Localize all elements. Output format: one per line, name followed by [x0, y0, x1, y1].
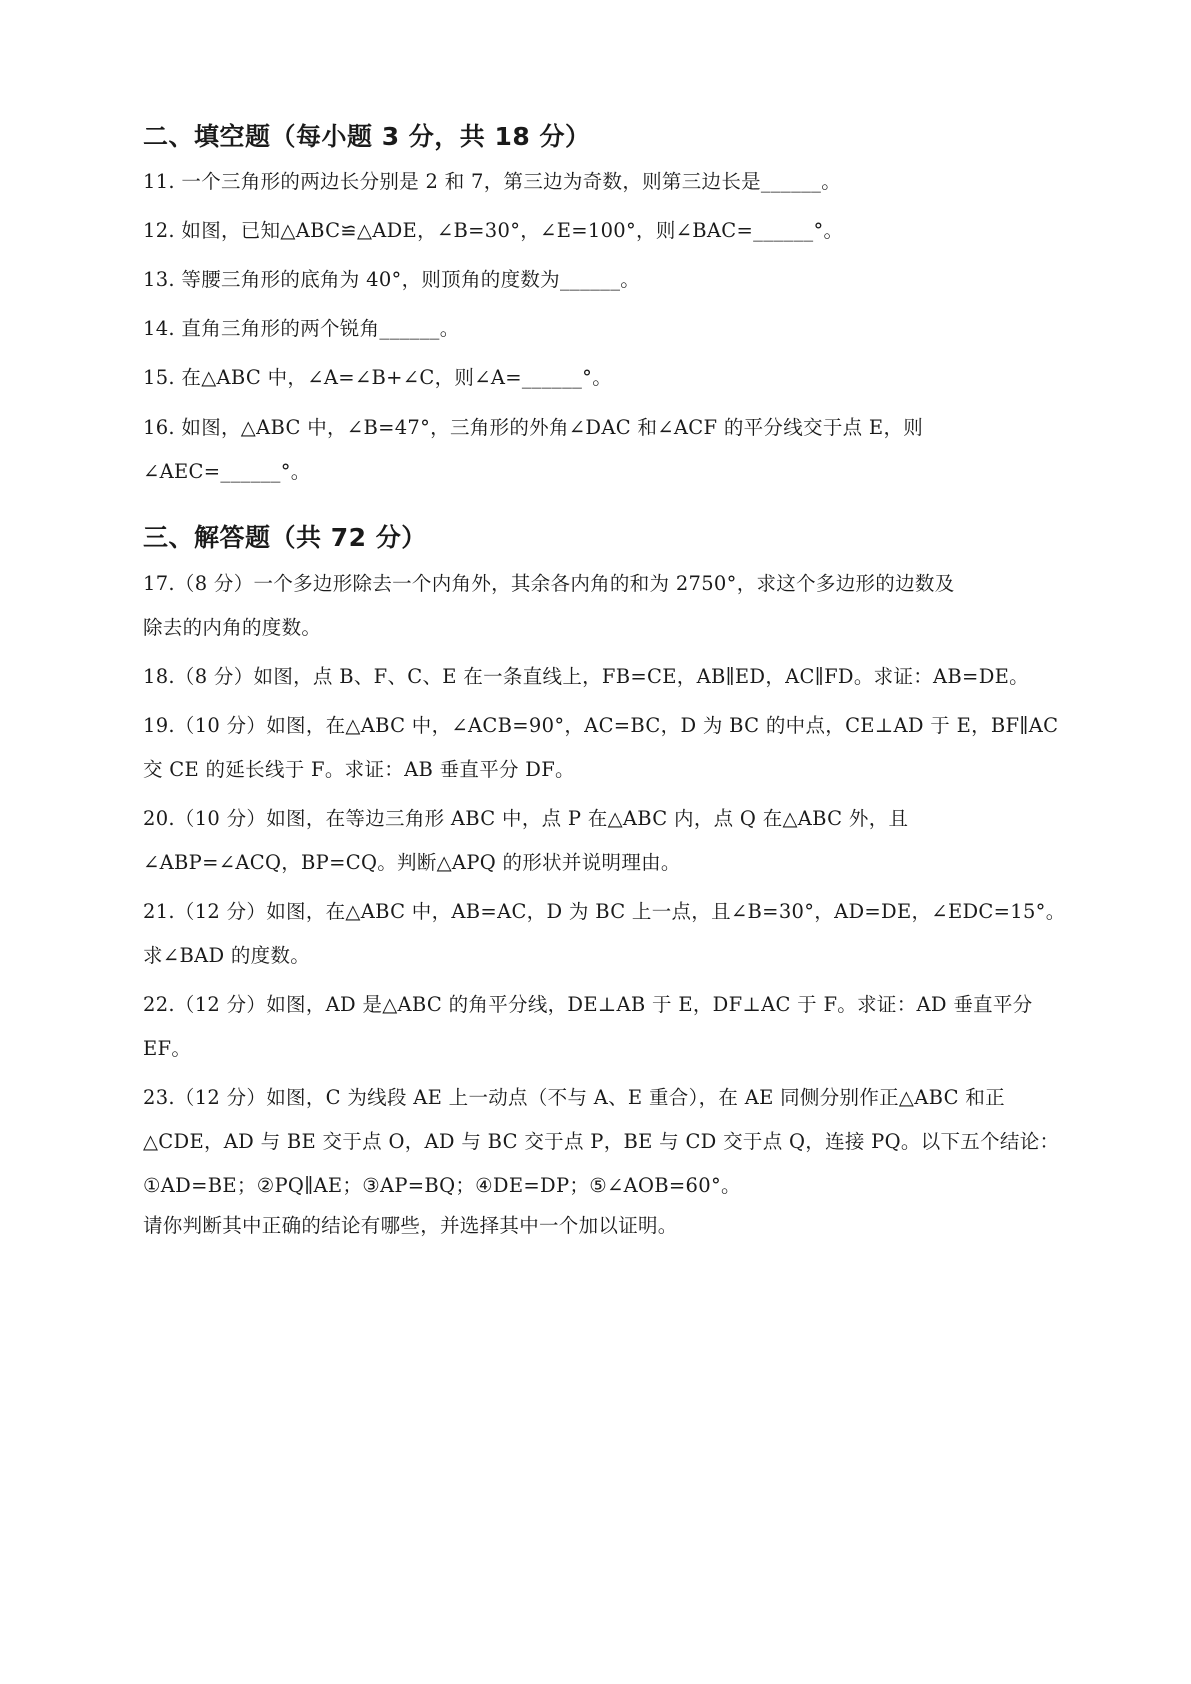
- question-23-line-3: ①AD=BE；②PQ∥AE；③AP=BQ；④DE=DP；⑤∠AOB=60°。: [143, 1174, 741, 1197]
- question-16-line-1: 16. 如图，△ABC 中，∠B=47°，三角形的外角∠DAC 和∠ACF 的平分线交于点 E，则: [143, 416, 924, 439]
- question-20-line-1: 20.（10 分）如图，在等边三角形 ABC 中，点 P 在△ABC 内，点 Q 在△ABC 外，且: [143, 807, 909, 830]
- question-17-line-2: 除去的内角的度数。: [143, 616, 322, 639]
- question-14: 14. 直角三角形的两个锐角______。: [143, 317, 460, 340]
- question-19-line-2: 交 CE 的延长线于 F。求证：AB 垂直平分 DF。: [143, 758, 575, 781]
- question-20-line-2: ∠ABP=∠ACQ，BP=CQ。判断△APQ 的形状并说明理由。: [143, 851, 681, 874]
- question-22-line-1: 22.（12 分）如图，AD 是△ABC 的角平分线，DE⊥AB 于 E，DF⊥AC 于 F。求证：AD 垂直平分: [143, 993, 1033, 1016]
- question-11: 11. 一个三角形的两边长分别是 2 和 7，第三边为奇数，则第三边长是______。: [143, 170, 842, 193]
- question-22-line-2: EF。: [143, 1037, 192, 1060]
- question-23-line-1: 23.（12 分）如图，C 为线段 AE 上一动点（不与 A、E 重合），在 AE 同侧分别作正△ABC 和正: [143, 1086, 1005, 1109]
- question-13: 13. 等腰三角形的底角为 40°，则顶角的度数为______。: [143, 268, 641, 291]
- section-2-heading: 二、填空题（每小题 3 分，共 18 分）: [143, 122, 591, 151]
- question-12: 12. 如图，已知△ABC≌△ADE，∠B=30°，∠E=100°，则∠BAC=______°。: [143, 219, 844, 242]
- question-21-line-2: 求∠BAD 的度数。: [143, 944, 311, 967]
- question-19-line-1: 19.（10 分）如图，在△ABC 中，∠ACB=90°，AC=BC，D 为 BC 的中点，CE⊥AD 于 E，BF∥AC: [143, 714, 1059, 737]
- question-23-line-2: △CDE，AD 与 BE 交于点 O，AD 与 BC 交于点 P，BE 与 CD 交于点 Q，连接 PQ。以下五个结论：: [143, 1130, 1060, 1153]
- section-3-heading: 三、解答题（共 72 分）: [143, 523, 427, 552]
- question-21-line-1: 21.（12 分）如图，在△ABC 中，AB=AC，D 为 BC 上一点，且∠B=30°，AD=DE，∠EDC=15°。: [143, 900, 1066, 923]
- question-17-line-1: 17.（8 分）一个多边形除去一个内角外，其余各内角的和为 2750°，求这个多边形的边数及: [143, 572, 955, 595]
- question-18: 18.（8 分）如图，点 B、F、C、E 在一条直线上，FB=CE，AB∥ED，AC∥FD。求证：AB=DE。: [143, 665, 1029, 688]
- question-16-line-2: ∠AEC=______°。: [143, 460, 311, 483]
- question-23-line-4: 请你判断其中正确的结论有哪些，并选择其中一个加以证明。: [143, 1214, 678, 1237]
- question-15: 15. 在△ABC 中，∠A=∠B+∠C，则∠A=______°。: [143, 366, 613, 389]
